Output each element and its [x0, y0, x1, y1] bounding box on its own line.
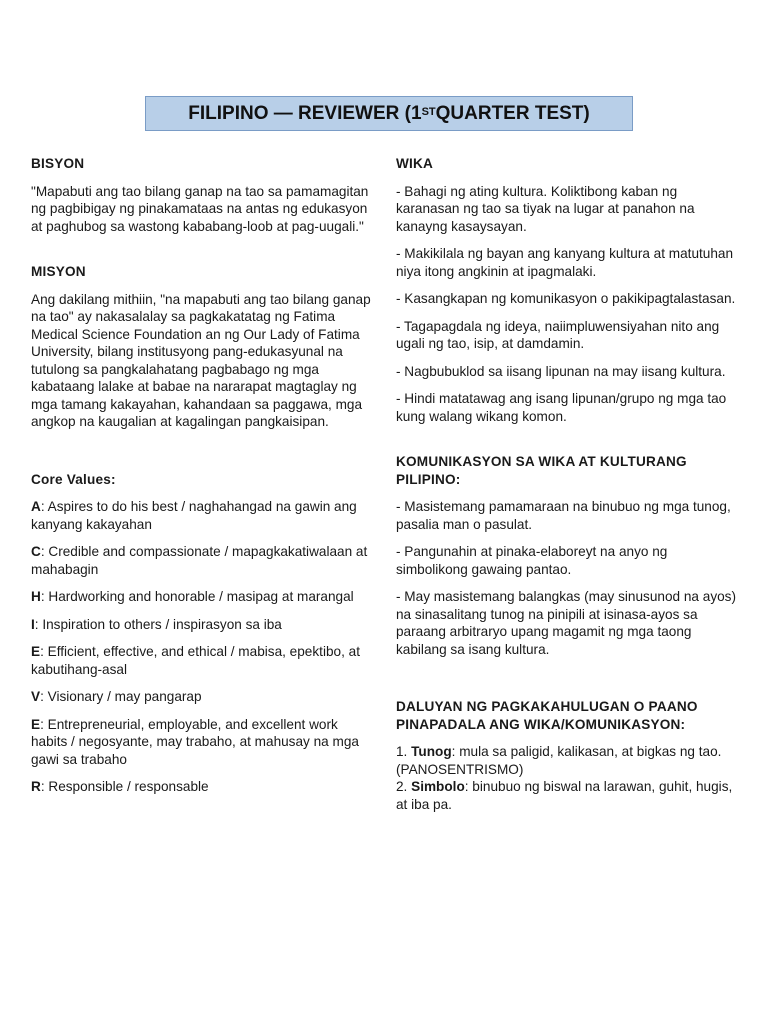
core-value-text: : Hardworking and honorable / masipag at marangal — [40, 589, 354, 604]
wika-item: - Hindi matatawag ang isang lipunan/grupo ng mga tao kung walang wikang komon. — [396, 391, 727, 424]
daluyan-item — [396, 778, 741, 813]
core-value-item — [31, 716, 376, 769]
komunikasyon-item: - May masistemang balangkas (may sinusunod na ayos) na sinasalitang tunog na pinipili at isinasa-ayos sa paraang arbitraryo upang magamit ng mga taong kabilang sa isang kultura. — [396, 589, 737, 657]
daluyan-num: 2. — [396, 779, 412, 794]
komunikasyon-item: - Pangunahin at pinaka-elaboreyt na anyo ng simbolikong gawaing pantao. — [396, 544, 668, 577]
title-end: QUARTER TEST) — [435, 102, 590, 124]
core-value-item — [31, 616, 376, 634]
daluyan-item — [396, 743, 741, 778]
core-value-item — [31, 498, 376, 533]
title-main: FILIPINO — REVIEWER (1 — [188, 102, 422, 124]
core-value-letter: E — [31, 716, 41, 732]
core-value-letter: A — [31, 499, 41, 514]
core-value-letter: E — [31, 644, 41, 659]
left-column — [31, 155, 376, 806]
wika-item: - Bahagi ng ating kultura. Koliktibong kaban ng karanasan ng tao sa tiyak na lugar at panahon na kanayng kasaysayan. — [396, 183, 695, 234]
wika-item: - Nagbubuklod sa iisang lipunan na may iisang kultura. — [396, 363, 726, 379]
misyon-heading: MISYON — [31, 264, 86, 279]
core-value-letter: V — [31, 689, 41, 704]
core-value-text: : Efficient, effective, and ethical / mabisa, epektibo, at kabutihang-asal — [31, 644, 360, 677]
core-value-item — [31, 688, 376, 706]
title-sup: ST — [421, 105, 436, 118]
bisyon-heading: BISYON — [31, 156, 85, 171]
core-values-heading: Core Values: — [31, 471, 116, 487]
core-value-letter: C — [31, 544, 41, 559]
komunikasyon-item: - Masistemang pamamaraan na binubuo ng mga tunog, pasalia man o pasulat. — [396, 499, 731, 532]
core-value-item — [31, 543, 376, 578]
wika-heading: WIKA — [396, 156, 434, 171]
core-value-text: : Visionary / may pangarap — [40, 689, 202, 704]
core-value-text: : Entrepreneurial, employable, and excellent work habits / negosyante, may trabaho, at mahusay na mga gawi sa trabaho — [31, 716, 359, 767]
core-value-item — [31, 588, 376, 606]
wika-item: - Kasangkapan ng komunikasyon o pakikipagtalastasan. — [396, 291, 736, 306]
core-value-item — [31, 778, 376, 796]
wika-item: - Makikilala ng bayan ang kanyang kultura at matutuhan niya itong angkinin at ipagmalaki. — [396, 246, 734, 279]
komunikasyon-heading: KOMUNIKASYON SA WIKA AT KULTURANG PILIPINO: — [396, 454, 687, 487]
core-value-item — [31, 643, 376, 678]
document-title — [145, 96, 633, 131]
daluyan-term: Tunog — [411, 744, 452, 759]
misyon-text: Ang dakilang mithiin, "na mapabuti ang tao bilang ganap na tao" ay nakasalalay sa pagkakatatag ng Fatima Medical Science Foundation an ng Our Lady of Fatima University, bilang institusyong pang-edukasyunal na tutulong sa pangkalahatang pagbabago ng mga kabataang lalake at babae na nararapat magtaglay ng mga tamang kakayahan, kahandaan sa paggawa, mga angkop na kaugalian at kagalingan pangkaisipan. — [31, 291, 371, 429]
core-value-text: : Aspires to do his best / naghahangad na gawin ang kanyang kakayahan — [31, 499, 357, 532]
daluyan-text: : mula sa paligid, kalikasan, at bigkas ng tao. (PANOSENTRISMO) — [396, 744, 722, 777]
core-value-letter: H — [31, 589, 41, 604]
wika-item: - Tagapagdala ng ideya, naiimpluwensiyahan nito ang ugali ng tao, isip, at damdamin. — [396, 318, 720, 351]
daluyan-heading: DALUYAN NG PAGKAKAHULUGAN O PAANO PINAPADALA ANG WIKA/KOMUNIKASYON: — [396, 699, 698, 732]
daluyan-text: : binubuo ng biswal na larawan, guhit, hugis, at iba pa. — [396, 779, 733, 812]
daluyan-term: Simbolo — [411, 779, 465, 794]
core-value-letter: R — [31, 779, 41, 794]
core-value-text: : Credible and compassionate / mapagkakatiwalaan at mahabagin — [31, 544, 368, 577]
core-value-letter: I — [31, 616, 35, 632]
right-column — [396, 155, 741, 823]
daluyan-num: 1. — [396, 744, 412, 759]
core-value-text: : Inspiration to others / inspirasyon sa iba — [34, 616, 282, 632]
bisyon-text: "Mapabuti ang tao bilang ganap na tao sa pamamagitan ng pagbibigay ng pinakamataas na antas ng edukasyon at paghubog sa wastong kababang-loob at pag-uugali." — [31, 183, 369, 234]
core-value-text: : Responsible / responsable — [40, 779, 209, 794]
